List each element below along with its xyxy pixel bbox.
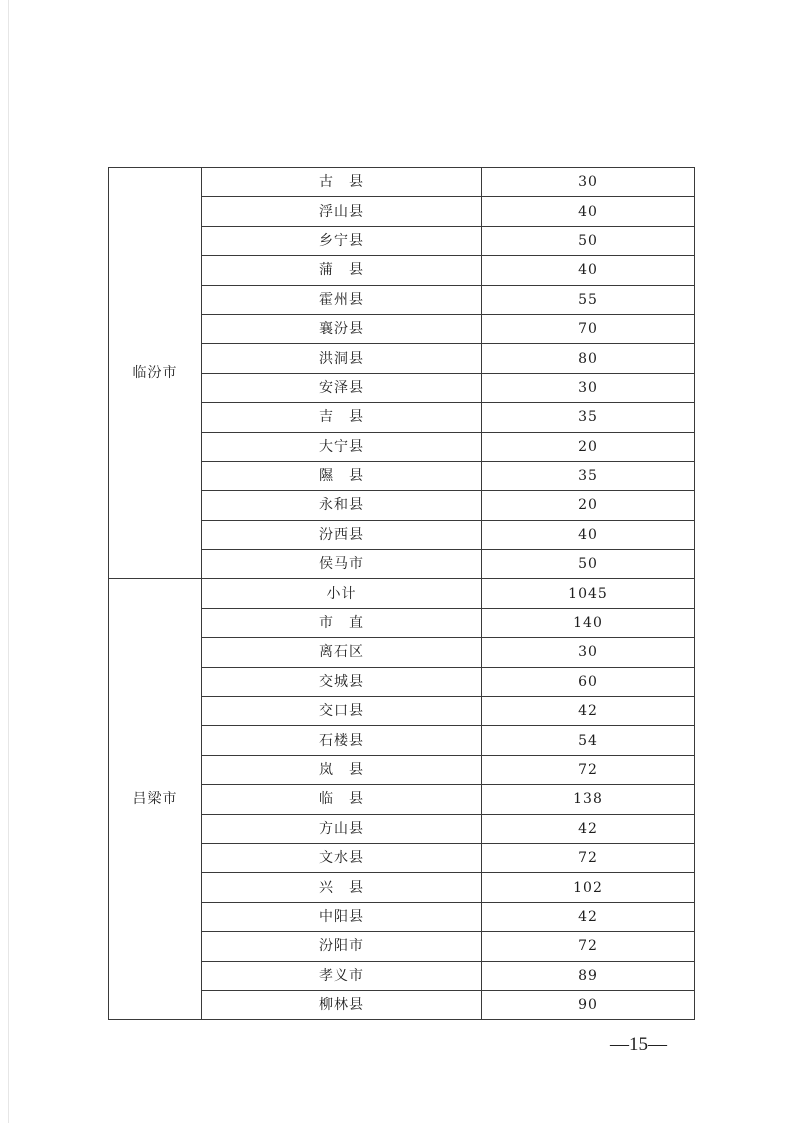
value-cell: 42 (482, 697, 695, 726)
county-cell: 浮山县 (202, 197, 482, 226)
value-cell: 35 (482, 461, 695, 490)
city-cell: 临汾市 (109, 168, 202, 579)
value-cell: 138 (482, 785, 695, 814)
county-cell: 洪洞县 (202, 344, 482, 373)
table-row (109, 168, 695, 197)
county-cell: 孝义市 (202, 961, 482, 990)
value-cell: 30 (482, 168, 695, 197)
city-cell: 吕梁市 (109, 579, 202, 1020)
subtotal-value-cell: 1045 (482, 579, 695, 608)
county-cell: 临 县 (202, 785, 482, 814)
value-cell: 30 (482, 638, 695, 667)
county-cell: 永和县 (202, 491, 482, 520)
value-cell: 40 (482, 197, 695, 226)
value-cell: 80 (482, 344, 695, 373)
value-cell: 140 (482, 608, 695, 637)
value-cell: 72 (482, 843, 695, 872)
county-cell: 吉 县 (202, 403, 482, 432)
value-cell: 20 (482, 432, 695, 461)
county-cell: 文水县 (202, 843, 482, 872)
county-cell: 岚 县 (202, 755, 482, 784)
value-cell: 50 (482, 226, 695, 255)
page-number: —15— (610, 1034, 667, 1055)
value-cell: 72 (482, 755, 695, 784)
county-cell: 乡宁县 (202, 226, 482, 255)
value-cell: 20 (482, 491, 695, 520)
county-cell: 石楼县 (202, 726, 482, 755)
value-cell: 30 (482, 373, 695, 402)
county-cell: 中阳县 (202, 902, 482, 931)
county-cell: 交城县 (202, 667, 482, 696)
county-cell: 蒲 县 (202, 256, 482, 285)
value-cell: 72 (482, 932, 695, 961)
value-cell: 54 (482, 726, 695, 755)
quota-table-body (109, 168, 695, 1020)
value-cell: 50 (482, 550, 695, 579)
county-cell: 侯马市 (202, 550, 482, 579)
county-cell: 大宁县 (202, 432, 482, 461)
county-cell: 兴 县 (202, 873, 482, 902)
county-cell: 隰 县 (202, 461, 482, 490)
county-cell: 襄汾县 (202, 314, 482, 343)
value-cell: 70 (482, 314, 695, 343)
county-cell: 古 县 (202, 168, 482, 197)
value-cell: 42 (482, 902, 695, 931)
value-cell: 89 (482, 961, 695, 990)
quota-table (108, 167, 695, 1020)
value-cell: 55 (482, 285, 695, 314)
county-cell: 霍州县 (202, 285, 482, 314)
value-cell: 90 (482, 990, 695, 1019)
county-cell: 柳林县 (202, 990, 482, 1019)
county-cell: 交口县 (202, 697, 482, 726)
county-cell: 汾阳市 (202, 932, 482, 961)
value-cell: 35 (482, 403, 695, 432)
subtotal-label-cell: 小计 (202, 579, 482, 608)
table-row (109, 579, 695, 608)
value-cell: 40 (482, 256, 695, 285)
county-cell: 市 直 (202, 608, 482, 637)
county-cell: 方山县 (202, 814, 482, 843)
county-cell: 安泽县 (202, 373, 482, 402)
county-cell: 汾西县 (202, 520, 482, 549)
page-edge-line (8, 0, 9, 1123)
value-cell: 40 (482, 520, 695, 549)
county-cell: 离石区 (202, 638, 482, 667)
value-cell: 42 (482, 814, 695, 843)
value-cell: 102 (482, 873, 695, 902)
value-cell: 60 (482, 667, 695, 696)
